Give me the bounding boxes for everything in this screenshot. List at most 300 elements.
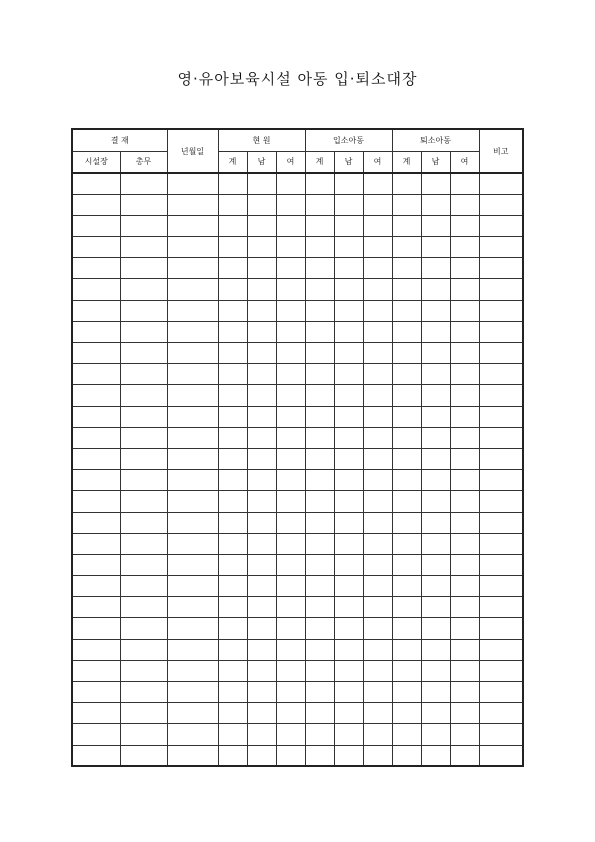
table-cell[interactable]: [167, 237, 218, 258]
table-cell[interactable]: [72, 237, 120, 258]
table-cell[interactable]: [276, 703, 305, 724]
table-cell[interactable]: [334, 237, 363, 258]
table-cell[interactable]: [120, 554, 167, 575]
table-cell[interactable]: [363, 533, 392, 554]
table-cell[interactable]: [479, 554, 523, 575]
table-cell[interactable]: [334, 406, 363, 427]
table-cell[interactable]: [218, 279, 247, 300]
table-cell[interactable]: [450, 343, 479, 364]
table-cell[interactable]: [276, 554, 305, 575]
table-cell[interactable]: [363, 173, 392, 194]
table-cell[interactable]: [450, 237, 479, 258]
table-cell[interactable]: [479, 576, 523, 597]
table-cell[interactable]: [120, 173, 167, 194]
table-cell[interactable]: [479, 639, 523, 660]
table-cell[interactable]: [305, 321, 334, 342]
table-cell[interactable]: [218, 173, 247, 194]
table-cell[interactable]: [479, 215, 523, 236]
table-cell[interactable]: [479, 682, 523, 703]
table-cell[interactable]: [392, 173, 421, 194]
table-cell[interactable]: [218, 215, 247, 236]
table-cell[interactable]: [450, 215, 479, 236]
table-cell[interactable]: [392, 703, 421, 724]
table-cell[interactable]: [72, 491, 120, 512]
table-cell[interactable]: [247, 745, 276, 766]
table-cell[interactable]: [247, 385, 276, 406]
table-cell[interactable]: [247, 343, 276, 364]
table-cell[interactable]: [276, 173, 305, 194]
table-cell[interactable]: [421, 491, 450, 512]
table-cell[interactable]: [305, 703, 334, 724]
table-cell[interactable]: [218, 618, 247, 639]
table-cell[interactable]: [167, 618, 218, 639]
table-cell[interactable]: [218, 343, 247, 364]
table-cell[interactable]: [450, 576, 479, 597]
table-cell[interactable]: [305, 576, 334, 597]
table-cell[interactable]: [450, 533, 479, 554]
table-cell[interactable]: [421, 470, 450, 491]
table-cell[interactable]: [247, 618, 276, 639]
table-cell[interactable]: [392, 215, 421, 236]
table-cell[interactable]: [72, 448, 120, 469]
table-cell[interactable]: [120, 682, 167, 703]
table-cell[interactable]: [479, 470, 523, 491]
table-cell[interactable]: [247, 576, 276, 597]
table-cell[interactable]: [392, 385, 421, 406]
table-cell[interactable]: [247, 215, 276, 236]
table-cell[interactable]: [479, 512, 523, 533]
table-cell[interactable]: [247, 597, 276, 618]
table-cell[interactable]: [120, 448, 167, 469]
table-cell[interactable]: [276, 491, 305, 512]
table-cell[interactable]: [72, 470, 120, 491]
table-cell[interactable]: [421, 427, 450, 448]
table-cell[interactable]: [247, 470, 276, 491]
table-cell[interactable]: [392, 343, 421, 364]
table-cell[interactable]: [72, 194, 120, 215]
table-cell[interactable]: [120, 724, 167, 745]
table-cell[interactable]: [421, 300, 450, 321]
table-cell[interactable]: [276, 215, 305, 236]
table-cell[interactable]: [167, 597, 218, 618]
table-cell[interactable]: [167, 427, 218, 448]
table-cell[interactable]: [421, 618, 450, 639]
table-cell[interactable]: [334, 343, 363, 364]
table-cell[interactable]: [218, 491, 247, 512]
table-cell[interactable]: [247, 512, 276, 533]
table-cell[interactable]: [276, 724, 305, 745]
table-cell[interactable]: [421, 343, 450, 364]
table-cell[interactable]: [450, 300, 479, 321]
table-cell[interactable]: [247, 533, 276, 554]
table-cell[interactable]: [334, 300, 363, 321]
table-cell[interactable]: [247, 173, 276, 194]
table-cell[interactable]: [276, 512, 305, 533]
table-cell[interactable]: [167, 682, 218, 703]
table-cell[interactable]: [363, 300, 392, 321]
table-cell[interactable]: [218, 364, 247, 385]
table-cell[interactable]: [421, 173, 450, 194]
table-cell[interactable]: [392, 194, 421, 215]
table-cell[interactable]: [421, 237, 450, 258]
table-cell[interactable]: [450, 448, 479, 469]
table-cell[interactable]: [218, 427, 247, 448]
table-cell[interactable]: [218, 639, 247, 660]
table-cell[interactable]: [276, 364, 305, 385]
table-cell[interactable]: [120, 215, 167, 236]
table-cell[interactable]: [167, 576, 218, 597]
table-cell[interactable]: [334, 470, 363, 491]
table-cell[interactable]: [72, 533, 120, 554]
table-cell[interactable]: [421, 745, 450, 766]
table-cell[interactable]: [392, 745, 421, 766]
table-cell[interactable]: [276, 427, 305, 448]
table-cell[interactable]: [334, 682, 363, 703]
table-cell[interactable]: [363, 639, 392, 660]
table-cell[interactable]: [120, 533, 167, 554]
table-cell[interactable]: [450, 703, 479, 724]
table-cell[interactable]: [334, 597, 363, 618]
table-cell[interactable]: [167, 448, 218, 469]
table-cell[interactable]: [305, 427, 334, 448]
table-cell[interactable]: [120, 597, 167, 618]
table-cell[interactable]: [72, 279, 120, 300]
table-cell[interactable]: [218, 448, 247, 469]
table-cell[interactable]: [479, 173, 523, 194]
table-cell[interactable]: [305, 343, 334, 364]
table-cell[interactable]: [247, 639, 276, 660]
table-cell[interactable]: [334, 533, 363, 554]
table-cell[interactable]: [392, 279, 421, 300]
table-cell[interactable]: [120, 512, 167, 533]
table-cell[interactable]: [479, 321, 523, 342]
table-cell[interactable]: [305, 660, 334, 681]
table-cell[interactable]: [72, 703, 120, 724]
table-cell[interactable]: [305, 618, 334, 639]
table-cell[interactable]: [421, 321, 450, 342]
table-cell[interactable]: [392, 554, 421, 575]
table-cell[interactable]: [120, 660, 167, 681]
table-cell[interactable]: [120, 576, 167, 597]
table-cell[interactable]: [305, 448, 334, 469]
table-cell[interactable]: [392, 682, 421, 703]
table-cell[interactable]: [276, 300, 305, 321]
table-cell[interactable]: [479, 194, 523, 215]
table-cell[interactable]: [305, 194, 334, 215]
table-cell[interactable]: [363, 364, 392, 385]
table-cell[interactable]: [334, 554, 363, 575]
table-cell[interactable]: [479, 258, 523, 279]
table-cell[interactable]: [421, 364, 450, 385]
table-cell[interactable]: [276, 343, 305, 364]
table-cell[interactable]: [479, 343, 523, 364]
table-cell[interactable]: [247, 427, 276, 448]
table-cell[interactable]: [363, 427, 392, 448]
table-cell[interactable]: [218, 597, 247, 618]
table-cell[interactable]: [421, 533, 450, 554]
table-cell[interactable]: [421, 215, 450, 236]
table-cell[interactable]: [479, 406, 523, 427]
table-cell[interactable]: [363, 321, 392, 342]
table-cell[interactable]: [450, 618, 479, 639]
table-cell[interactable]: [72, 682, 120, 703]
table-cell[interactable]: [218, 406, 247, 427]
table-cell[interactable]: [218, 554, 247, 575]
table-cell[interactable]: [218, 745, 247, 766]
table-cell[interactable]: [392, 427, 421, 448]
table-cell[interactable]: [120, 406, 167, 427]
table-cell[interactable]: [392, 618, 421, 639]
table-cell[interactable]: [479, 427, 523, 448]
table-cell[interactable]: [450, 745, 479, 766]
table-cell[interactable]: [421, 194, 450, 215]
table-cell[interactable]: [305, 237, 334, 258]
table-cell[interactable]: [421, 576, 450, 597]
table-cell[interactable]: [167, 300, 218, 321]
table-cell[interactable]: [421, 406, 450, 427]
table-cell[interactable]: [334, 321, 363, 342]
table-cell[interactable]: [167, 406, 218, 427]
table-cell[interactable]: [247, 491, 276, 512]
table-cell[interactable]: [247, 406, 276, 427]
table-cell[interactable]: [120, 194, 167, 215]
table-cell[interactable]: [479, 364, 523, 385]
table-cell[interactable]: [72, 364, 120, 385]
table-cell[interactable]: [72, 258, 120, 279]
table-cell[interactable]: [276, 660, 305, 681]
table-cell[interactable]: [72, 343, 120, 364]
table-cell[interactable]: [479, 533, 523, 554]
table-cell[interactable]: [363, 724, 392, 745]
table-cell[interactable]: [276, 448, 305, 469]
table-cell[interactable]: [167, 533, 218, 554]
table-cell[interactable]: [392, 300, 421, 321]
table-cell[interactable]: [363, 618, 392, 639]
table-cell[interactable]: [450, 491, 479, 512]
table-cell[interactable]: [450, 724, 479, 745]
table-cell[interactable]: [72, 724, 120, 745]
table-cell[interactable]: [363, 554, 392, 575]
table-cell[interactable]: [247, 279, 276, 300]
table-cell[interactable]: [218, 258, 247, 279]
table-cell[interactable]: [450, 321, 479, 342]
table-cell[interactable]: [479, 237, 523, 258]
table-cell[interactable]: [421, 554, 450, 575]
table-cell[interactable]: [421, 448, 450, 469]
table-cell[interactable]: [450, 364, 479, 385]
table-cell[interactable]: [72, 554, 120, 575]
table-cell[interactable]: [218, 237, 247, 258]
table-cell[interactable]: [120, 364, 167, 385]
table-cell[interactable]: [305, 300, 334, 321]
table-cell[interactable]: [72, 300, 120, 321]
table-cell[interactable]: [392, 470, 421, 491]
table-cell[interactable]: [276, 745, 305, 766]
table-cell[interactable]: [72, 597, 120, 618]
table-cell[interactable]: [363, 597, 392, 618]
table-cell[interactable]: [247, 237, 276, 258]
table-cell[interactable]: [218, 724, 247, 745]
table-cell[interactable]: [363, 470, 392, 491]
table-cell[interactable]: [363, 745, 392, 766]
table-cell[interactable]: [363, 237, 392, 258]
table-cell[interactable]: [167, 512, 218, 533]
table-cell[interactable]: [120, 745, 167, 766]
table-cell[interactable]: [120, 300, 167, 321]
table-cell[interactable]: [120, 470, 167, 491]
table-cell[interactable]: [479, 703, 523, 724]
table-cell[interactable]: [167, 639, 218, 660]
table-cell[interactable]: [72, 745, 120, 766]
table-cell[interactable]: [276, 321, 305, 342]
table-cell[interactable]: [450, 639, 479, 660]
table-cell[interactable]: [334, 639, 363, 660]
table-cell[interactable]: [120, 321, 167, 342]
table-cell[interactable]: [167, 660, 218, 681]
table-cell[interactable]: [363, 491, 392, 512]
table-cell[interactable]: [392, 639, 421, 660]
table-cell[interactable]: [334, 215, 363, 236]
table-cell[interactable]: [120, 237, 167, 258]
table-cell[interactable]: [167, 745, 218, 766]
table-cell[interactable]: [167, 470, 218, 491]
table-cell[interactable]: [421, 724, 450, 745]
table-cell[interactable]: [218, 660, 247, 681]
table-cell[interactable]: [363, 448, 392, 469]
table-cell[interactable]: [276, 639, 305, 660]
table-cell[interactable]: [479, 618, 523, 639]
table-cell[interactable]: [334, 279, 363, 300]
table-cell[interactable]: [276, 576, 305, 597]
table-cell[interactable]: [247, 703, 276, 724]
table-cell[interactable]: [167, 321, 218, 342]
table-cell[interactable]: [167, 703, 218, 724]
table-cell[interactable]: [334, 576, 363, 597]
table-cell[interactable]: [392, 321, 421, 342]
table-cell[interactable]: [392, 576, 421, 597]
table-cell[interactable]: [305, 597, 334, 618]
table-cell[interactable]: [479, 724, 523, 745]
table-cell[interactable]: [276, 682, 305, 703]
table-cell[interactable]: [392, 364, 421, 385]
table-cell[interactable]: [392, 237, 421, 258]
table-cell[interactable]: [421, 597, 450, 618]
table-cell[interactable]: [120, 343, 167, 364]
table-cell[interactable]: [363, 343, 392, 364]
table-cell[interactable]: [276, 533, 305, 554]
table-cell[interactable]: [334, 745, 363, 766]
table-cell[interactable]: [120, 258, 167, 279]
table-cell[interactable]: [305, 554, 334, 575]
table-cell[interactable]: [392, 533, 421, 554]
table-cell[interactable]: [450, 682, 479, 703]
table-cell[interactable]: [392, 512, 421, 533]
table-cell[interactable]: [247, 724, 276, 745]
table-cell[interactable]: [305, 215, 334, 236]
table-cell[interactable]: [72, 215, 120, 236]
table-cell[interactable]: [450, 427, 479, 448]
table-cell[interactable]: [363, 215, 392, 236]
table-cell[interactable]: [392, 491, 421, 512]
table-cell[interactable]: [479, 279, 523, 300]
table-cell[interactable]: [450, 385, 479, 406]
table-cell[interactable]: [334, 618, 363, 639]
table-cell[interactable]: [334, 194, 363, 215]
table-cell[interactable]: [363, 385, 392, 406]
table-cell[interactable]: [479, 491, 523, 512]
table-cell[interactable]: [167, 194, 218, 215]
table-cell[interactable]: [72, 385, 120, 406]
table-cell[interactable]: [167, 724, 218, 745]
table-cell[interactable]: [218, 385, 247, 406]
table-cell[interactable]: [305, 173, 334, 194]
table-cell[interactable]: [120, 639, 167, 660]
table-cell[interactable]: [167, 215, 218, 236]
table-cell[interactable]: [167, 385, 218, 406]
table-cell[interactable]: [120, 279, 167, 300]
table-cell[interactable]: [305, 682, 334, 703]
table-cell[interactable]: [363, 258, 392, 279]
table-cell[interactable]: [305, 258, 334, 279]
table-cell[interactable]: [363, 576, 392, 597]
table-cell[interactable]: [218, 512, 247, 533]
table-cell[interactable]: [120, 427, 167, 448]
table-cell[interactable]: [247, 321, 276, 342]
table-cell[interactable]: [334, 724, 363, 745]
table-cell[interactable]: [120, 385, 167, 406]
table-cell[interactable]: [363, 279, 392, 300]
table-cell[interactable]: [479, 660, 523, 681]
table-cell[interactable]: [479, 385, 523, 406]
table-cell[interactable]: [247, 194, 276, 215]
table-cell[interactable]: [305, 724, 334, 745]
table-cell[interactable]: [421, 639, 450, 660]
table-cell[interactable]: [276, 279, 305, 300]
table-cell[interactable]: [72, 321, 120, 342]
table-cell[interactable]: [72, 660, 120, 681]
table-cell[interactable]: [218, 321, 247, 342]
table-cell[interactable]: [167, 343, 218, 364]
table-cell[interactable]: [479, 745, 523, 766]
table-cell[interactable]: [72, 576, 120, 597]
table-cell[interactable]: [72, 427, 120, 448]
table-cell[interactable]: [334, 258, 363, 279]
table-cell[interactable]: [247, 554, 276, 575]
table-cell[interactable]: [392, 597, 421, 618]
table-cell[interactable]: [247, 364, 276, 385]
table-cell[interactable]: [450, 512, 479, 533]
table-cell[interactable]: [167, 491, 218, 512]
table-cell[interactable]: [363, 194, 392, 215]
table-cell[interactable]: [421, 703, 450, 724]
table-cell[interactable]: [392, 724, 421, 745]
table-cell[interactable]: [72, 173, 120, 194]
table-cell[interactable]: [450, 258, 479, 279]
table-cell[interactable]: [363, 512, 392, 533]
table-cell[interactable]: [334, 703, 363, 724]
table-cell[interactable]: [72, 406, 120, 427]
table-cell[interactable]: [334, 512, 363, 533]
table-cell[interactable]: [276, 406, 305, 427]
table-cell[interactable]: [218, 470, 247, 491]
table-cell[interactable]: [305, 470, 334, 491]
table-cell[interactable]: [72, 618, 120, 639]
table-cell[interactable]: [305, 364, 334, 385]
table-cell[interactable]: [421, 385, 450, 406]
table-cell[interactable]: [276, 618, 305, 639]
table-cell[interactable]: [450, 554, 479, 575]
table-cell[interactable]: [334, 448, 363, 469]
